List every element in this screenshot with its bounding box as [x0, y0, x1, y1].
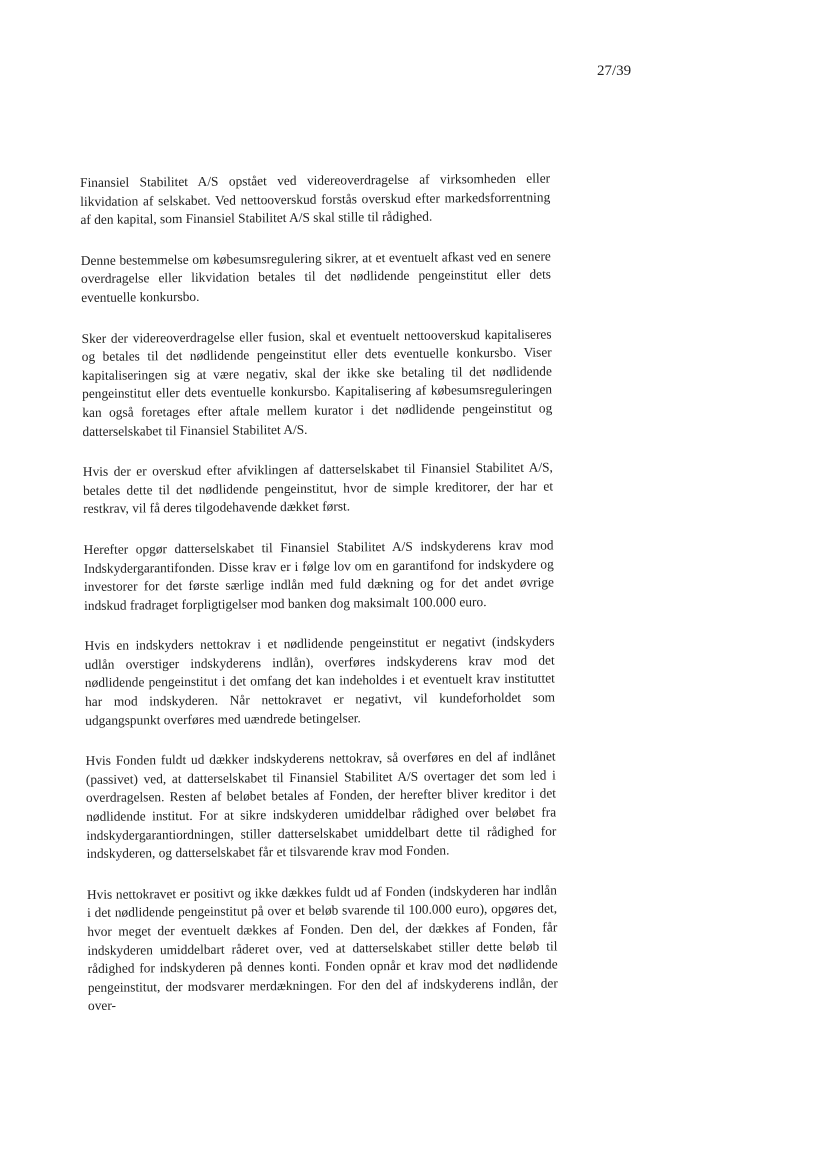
paragraph: Hvis en indskyders nettokrav i et nødlidende pengeinstitut er negativt (indskyders udlån overstiger indskyderens indlån), overføres indskyderens krav mod det nødlidende pengeinstitut i det omfang det kan indeholdes i et eventuelt krav instituttet har mod indskyderen. Når nettokravet er negativt, vil kundeforholdet som udgangspunkt overføres med uændrede betingelser. — [84, 633, 556, 728]
paragraph: Hvis Fonden fuldt ud dækker indskyderens nettokrav, så overføres en del af indlånet (passivet) ved, at datterselskabet til Finansiel Stabilitet A/S overtager det som led i overdragelsen. Resten af beløbet betales af Fonden, der herefter bliver kreditor i det nødlidende institut. For at sikre indskyderen umiddelbar rådighed over beløbet fra indskydergarantiordningen, stiller datterselskabet umiddelbart dette til rådighed for indskyderen, og datterselskabet får et tilsvarende krav mod Fonden. — [85, 748, 557, 862]
page-number: 27/39 — [597, 63, 632, 79]
paragraph: Sker der videreoverdragelse eller fusion, skal et eventuelt nettooverskud kapitaliseres og betales til det nødlidende pengeinstitut eller dets eventuelle konkursbo. Viser kapitaliseringen sig at være negativ, skal der ikke ske betaling til det nødlidende pengeinstitut eller dets eventuelle konkursbo. Kapitalisering af købesumsreguleringen kan også foretages efter aftale mellem kurator i det nødlidende pengeinstitut og datterselskabet til Finansiel Stabilitet A/S. — [81, 326, 553, 439]
paragraph: Finansiel Stabilitet A/S opstået ved videreoverdragelse af virksomheden eller likvidation af selskabet. Ved nettooverskud forstås overskud efter markedsforrentning af den kapital, som Finansiel Stabilitet A/S skal stille til rådighed. — [80, 170, 551, 228]
body-text — [80, 169, 558, 1015]
paragraph: Denne bestemmelse om købesumsregulering sikrer, at et eventuelt afkast ved en senere overdragelse eller likvidation betales til det nødlidende pengeinstitut eller dets eventuelle konkursbo. — [80, 248, 552, 305]
paragraph: Herefter opgør datterselskabet til Finansiel Stabilitet A/S indskyderens krav mod Indskydergarantifonden. Disse krav er i følge lov om en garantifond for indskydere og investorer for det første særlige indlån med fuld dækning og for det andet øvrige indskud fradraget forpligtigelser mod banken dog maksimalt 100.000 euro. — [83, 537, 555, 613]
paragraph: Hvis nettokravet er positivt og ikke dækkes fuldt ud af Fonden (indskyderen har indlån i det nødlidende pengeinstitut på over et beløb svarende til 100.000 euro), opgøres det, hvor meget der eventuelt dækkes af Fonden. Den del, der dækkes af Fonden, får indskyderen umiddelbart råderet over, ved at datterselskabet stiller dette beløb til rådighed for indskyderen på dennes konti. Fonden opnår et krav mod det nødlidende pengeinstitut, der modsvarer merdækningen. For den del af indskyderens indlån, der over- — [86, 882, 558, 1014]
paragraph: Hvis der er overskud efter afviklingen af datterselskabet til Finansiel Stabilitet A/S, betales dette til det nødlidende pengeinstitut, hvor de simple kreditorer, der har et restkrav, vil få deres tilgodehavende dækket først. — [82, 459, 554, 517]
